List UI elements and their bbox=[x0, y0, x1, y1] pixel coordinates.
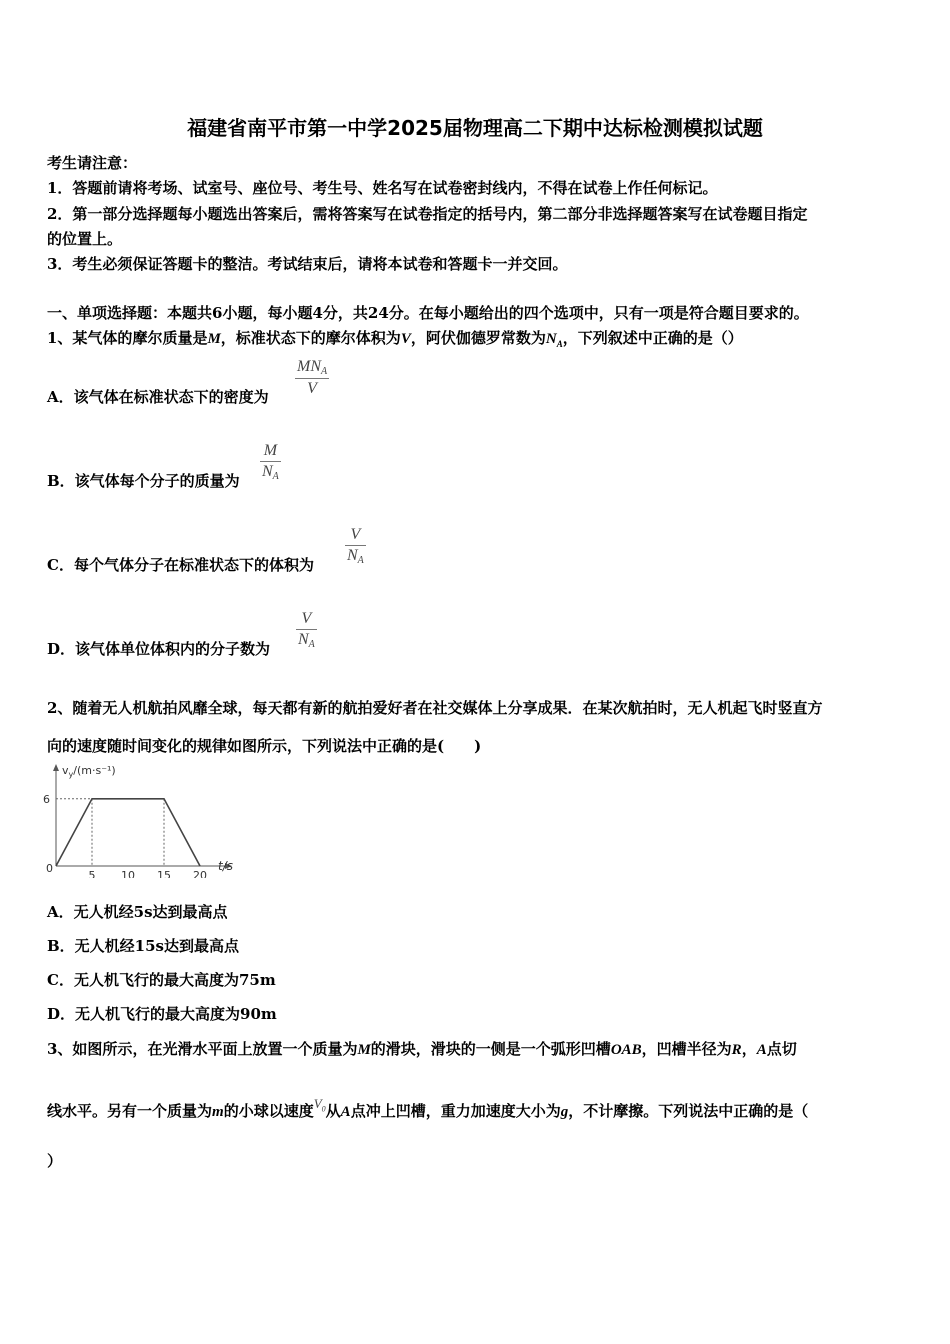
velocity-series-line bbox=[56, 799, 200, 866]
notice-item-2: 2．第一部分选择题每小题选出答案后，需将答案写在试卷指定的括号内，第二部分非选择题答案写在试卷题目指定 bbox=[47, 205, 808, 223]
q1-option-c: C．每个气体分子在标准状态下的体积为 bbox=[47, 556, 314, 574]
question-3-line-2: 线水平。另有一个质量为m的小球以速度$V_0$从A点冲上凹槽，重力加速度大小为g，不计摩擦。下列说法中正确的是（ bbox=[47, 1096, 809, 1120]
section-heading: 一、单项选择题：本题共6小题，每小题4分，共24分。在每小题给出的四个选项中，只有一项是符合题目要求的。 bbox=[47, 304, 809, 322]
question-2-line-1: 2、随着无人机航拍风靡全球，每天都有新的航拍爱好者在社交媒体上分享成果．在某次航拍时，无人机起飞时竖直方 bbox=[47, 699, 823, 717]
q2-option-d: D．无人机飞行的最大高度为90m bbox=[47, 1005, 277, 1023]
notice-item-3: 3．考生必须保证答题卡的整洁。考试结束后，请将本试卷和答题卡一并交回。 bbox=[47, 255, 568, 273]
q2-option-c: C．无人机飞行的最大高度为75m bbox=[47, 971, 276, 989]
page-title: 福建省南平市第一中学2025届物理高二下期中达标检测模拟试题 bbox=[187, 116, 763, 140]
notice-item-2-cont: 的位置上。 bbox=[47, 230, 123, 248]
notice-item-1: 1．答题前请将考场、试室号、座位号、考生号、姓名写在试卷密封线内，不得在试卷上作任何标记。 bbox=[47, 179, 718, 197]
question-1-stem: 1、某气体的摩尔质量是M，标准状态下的摩尔体积为V，阿伏伽德罗常数为$N_A$，下列叙述中正确的是（） bbox=[47, 329, 743, 349]
chart-x-label: t/s bbox=[218, 859, 233, 873]
question-3-line-1: 3、如图所示，在光滑水平面上放置一个质量为M的滑块，滑块的一侧是一个弧形凹槽OAB，凹槽半径为R，A点切 bbox=[47, 1040, 797, 1058]
q1-option-a: A．该气体在标准状态下的密度为 bbox=[47, 388, 269, 406]
q1-option-b-fraction: M $N_A$ bbox=[262, 442, 279, 482]
q1-option-c-fraction: V $N_A$ bbox=[347, 526, 364, 566]
q2-option-a: A．无人机经5s达到最高点 bbox=[47, 903, 228, 921]
x-tick-label: 20 bbox=[193, 869, 207, 878]
notice-heading: 考生请注意： bbox=[47, 154, 138, 172]
q1-option-a-fraction: $MN_A$ V bbox=[297, 358, 328, 397]
velocity-time-chart bbox=[40, 758, 250, 878]
chart-y-label: $v_y/(m\cdot s^{-1})$ bbox=[62, 764, 116, 779]
x-tick-label: 5 bbox=[88, 869, 96, 878]
q1-option-b: B．该气体每个分子的质量为 bbox=[47, 472, 240, 490]
x-tick-label: 15 bbox=[157, 869, 171, 878]
question-2-line-2: 向的速度随时间变化的规律如图所示，下列说法中正确的是( ) bbox=[47, 737, 482, 755]
y-axis-arrow bbox=[53, 764, 59, 771]
v0-symbol: $V_0$ bbox=[313, 1096, 326, 1114]
q1-option-d: D．该气体单位体积内的分子数为 bbox=[47, 640, 271, 658]
y-tick-label: 6 bbox=[43, 792, 50, 806]
question-3-line-3: ） bbox=[47, 1152, 63, 1170]
chart-origin-label: 0 bbox=[46, 862, 53, 875]
x-tick-label: 10 bbox=[121, 869, 135, 878]
q2-option-b: B．无人机经15s达到最高点 bbox=[47, 937, 239, 955]
q1-option-d-fraction: V $N_A$ bbox=[298, 610, 315, 650]
